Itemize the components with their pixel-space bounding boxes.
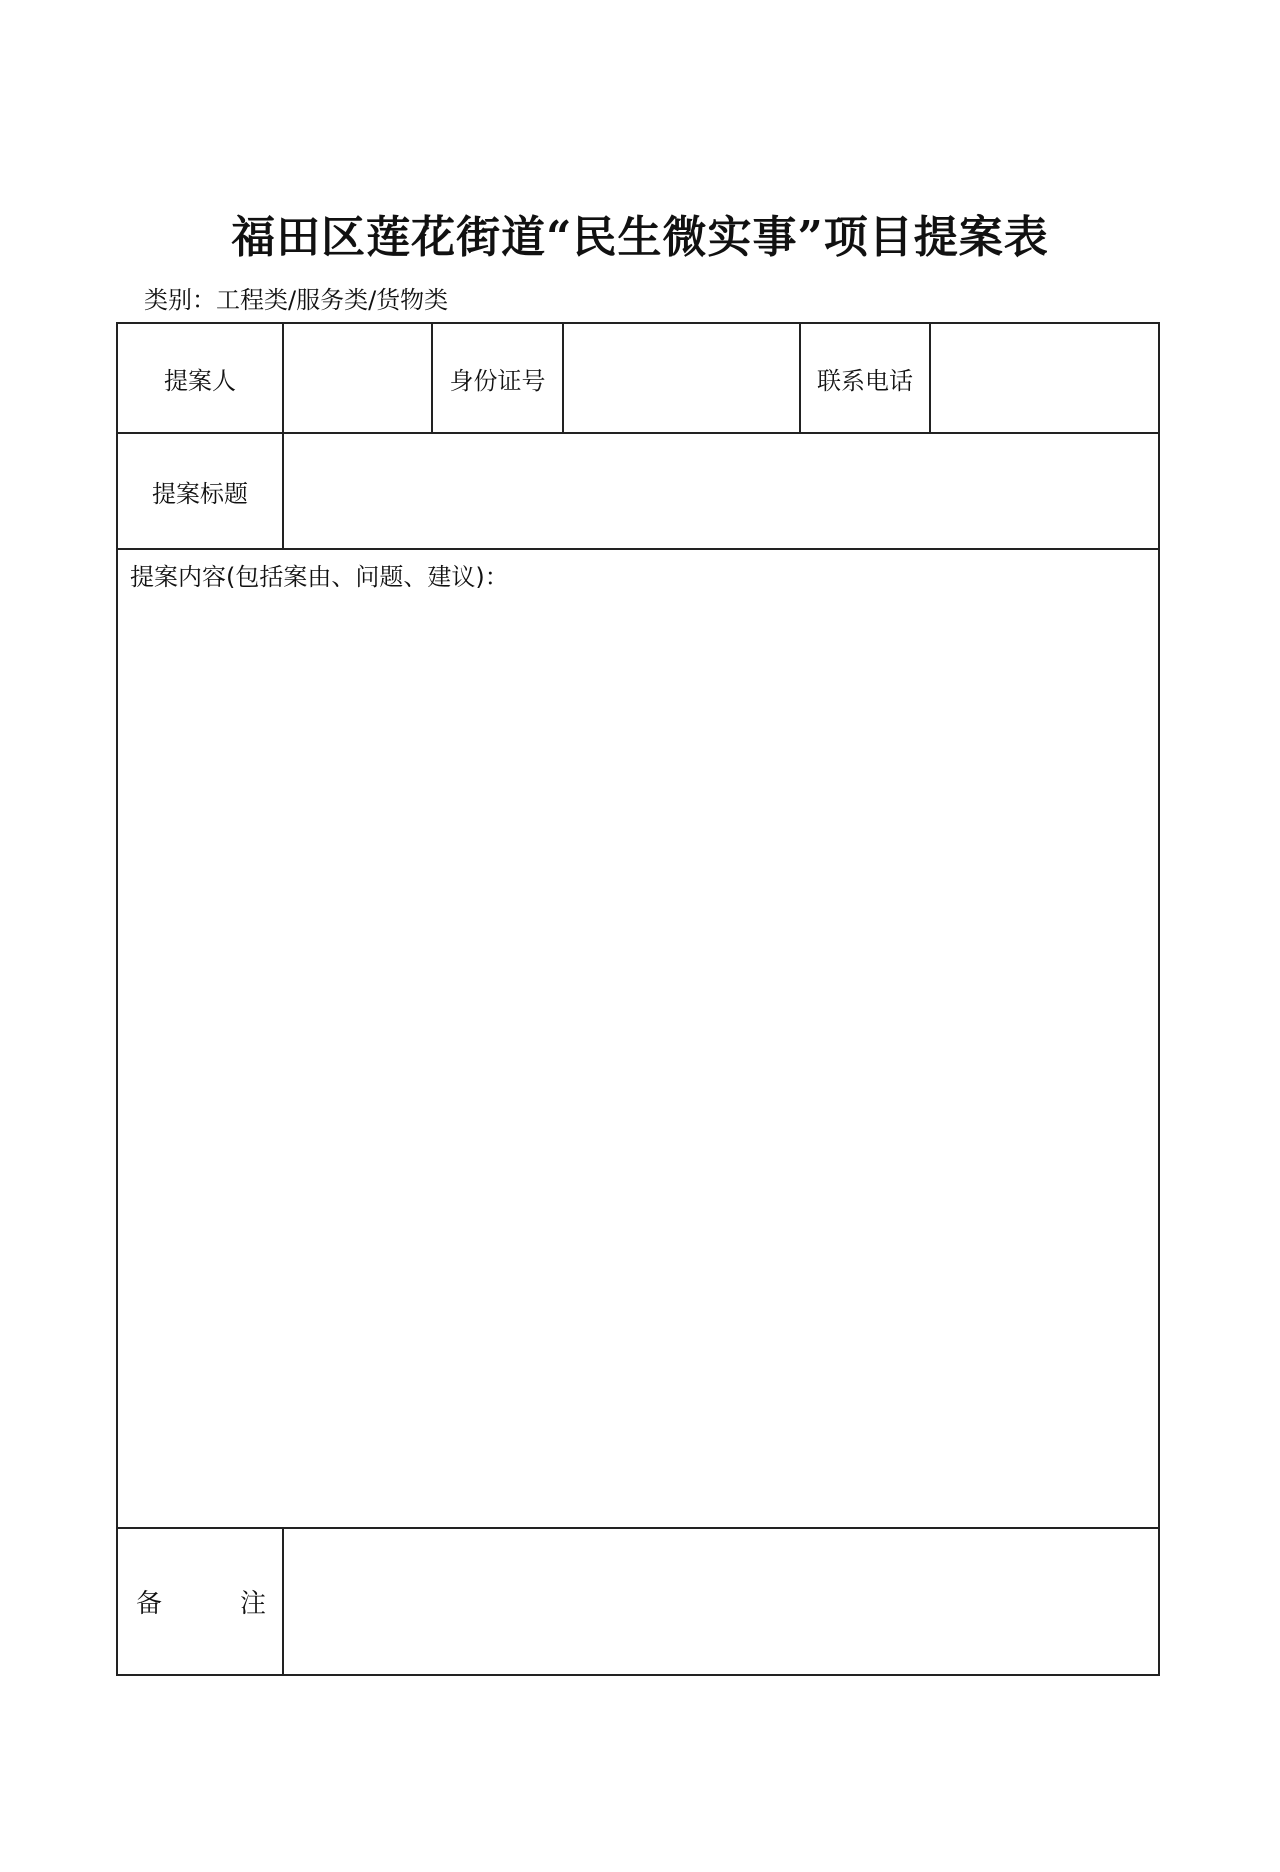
row-proposal-title — [117, 433, 1159, 549]
remarks-label-char-2: 注 — [239, 1589, 266, 1619]
id-number-label: 身份证号 — [432, 323, 563, 433]
phone-label: 联系电话 — [800, 323, 930, 433]
proposal-content-field[interactable] — [117, 549, 1159, 1528]
proposal-title-field[interactable] — [283, 433, 1159, 549]
page-title: 福田区莲花街道“民生微实事”项目提案表 — [231, 212, 1049, 263]
remarks-field[interactable] — [283, 1528, 1159, 1675]
id-number-field[interactable] — [563, 323, 800, 433]
phone-field[interactable] — [930, 323, 1159, 433]
proposal-title-label: 提案标题 — [117, 433, 283, 549]
proposal-form-table — [116, 322, 1160, 1676]
category-line: 类别：工程类/服务类/货物类 — [144, 286, 449, 314]
row-proposer-info — [117, 323, 1159, 433]
row-proposal-content — [117, 549, 1159, 1528]
proposal-content-label: 提案内容(包括案由、问题、建议)： — [130, 563, 509, 591]
proposer-field[interactable] — [283, 323, 432, 433]
row-remarks — [117, 1528, 1159, 1675]
remarks-label-char-1: 备 — [136, 1589, 163, 1619]
remarks-label — [117, 1528, 283, 1675]
proposer-label: 提案人 — [117, 323, 283, 433]
